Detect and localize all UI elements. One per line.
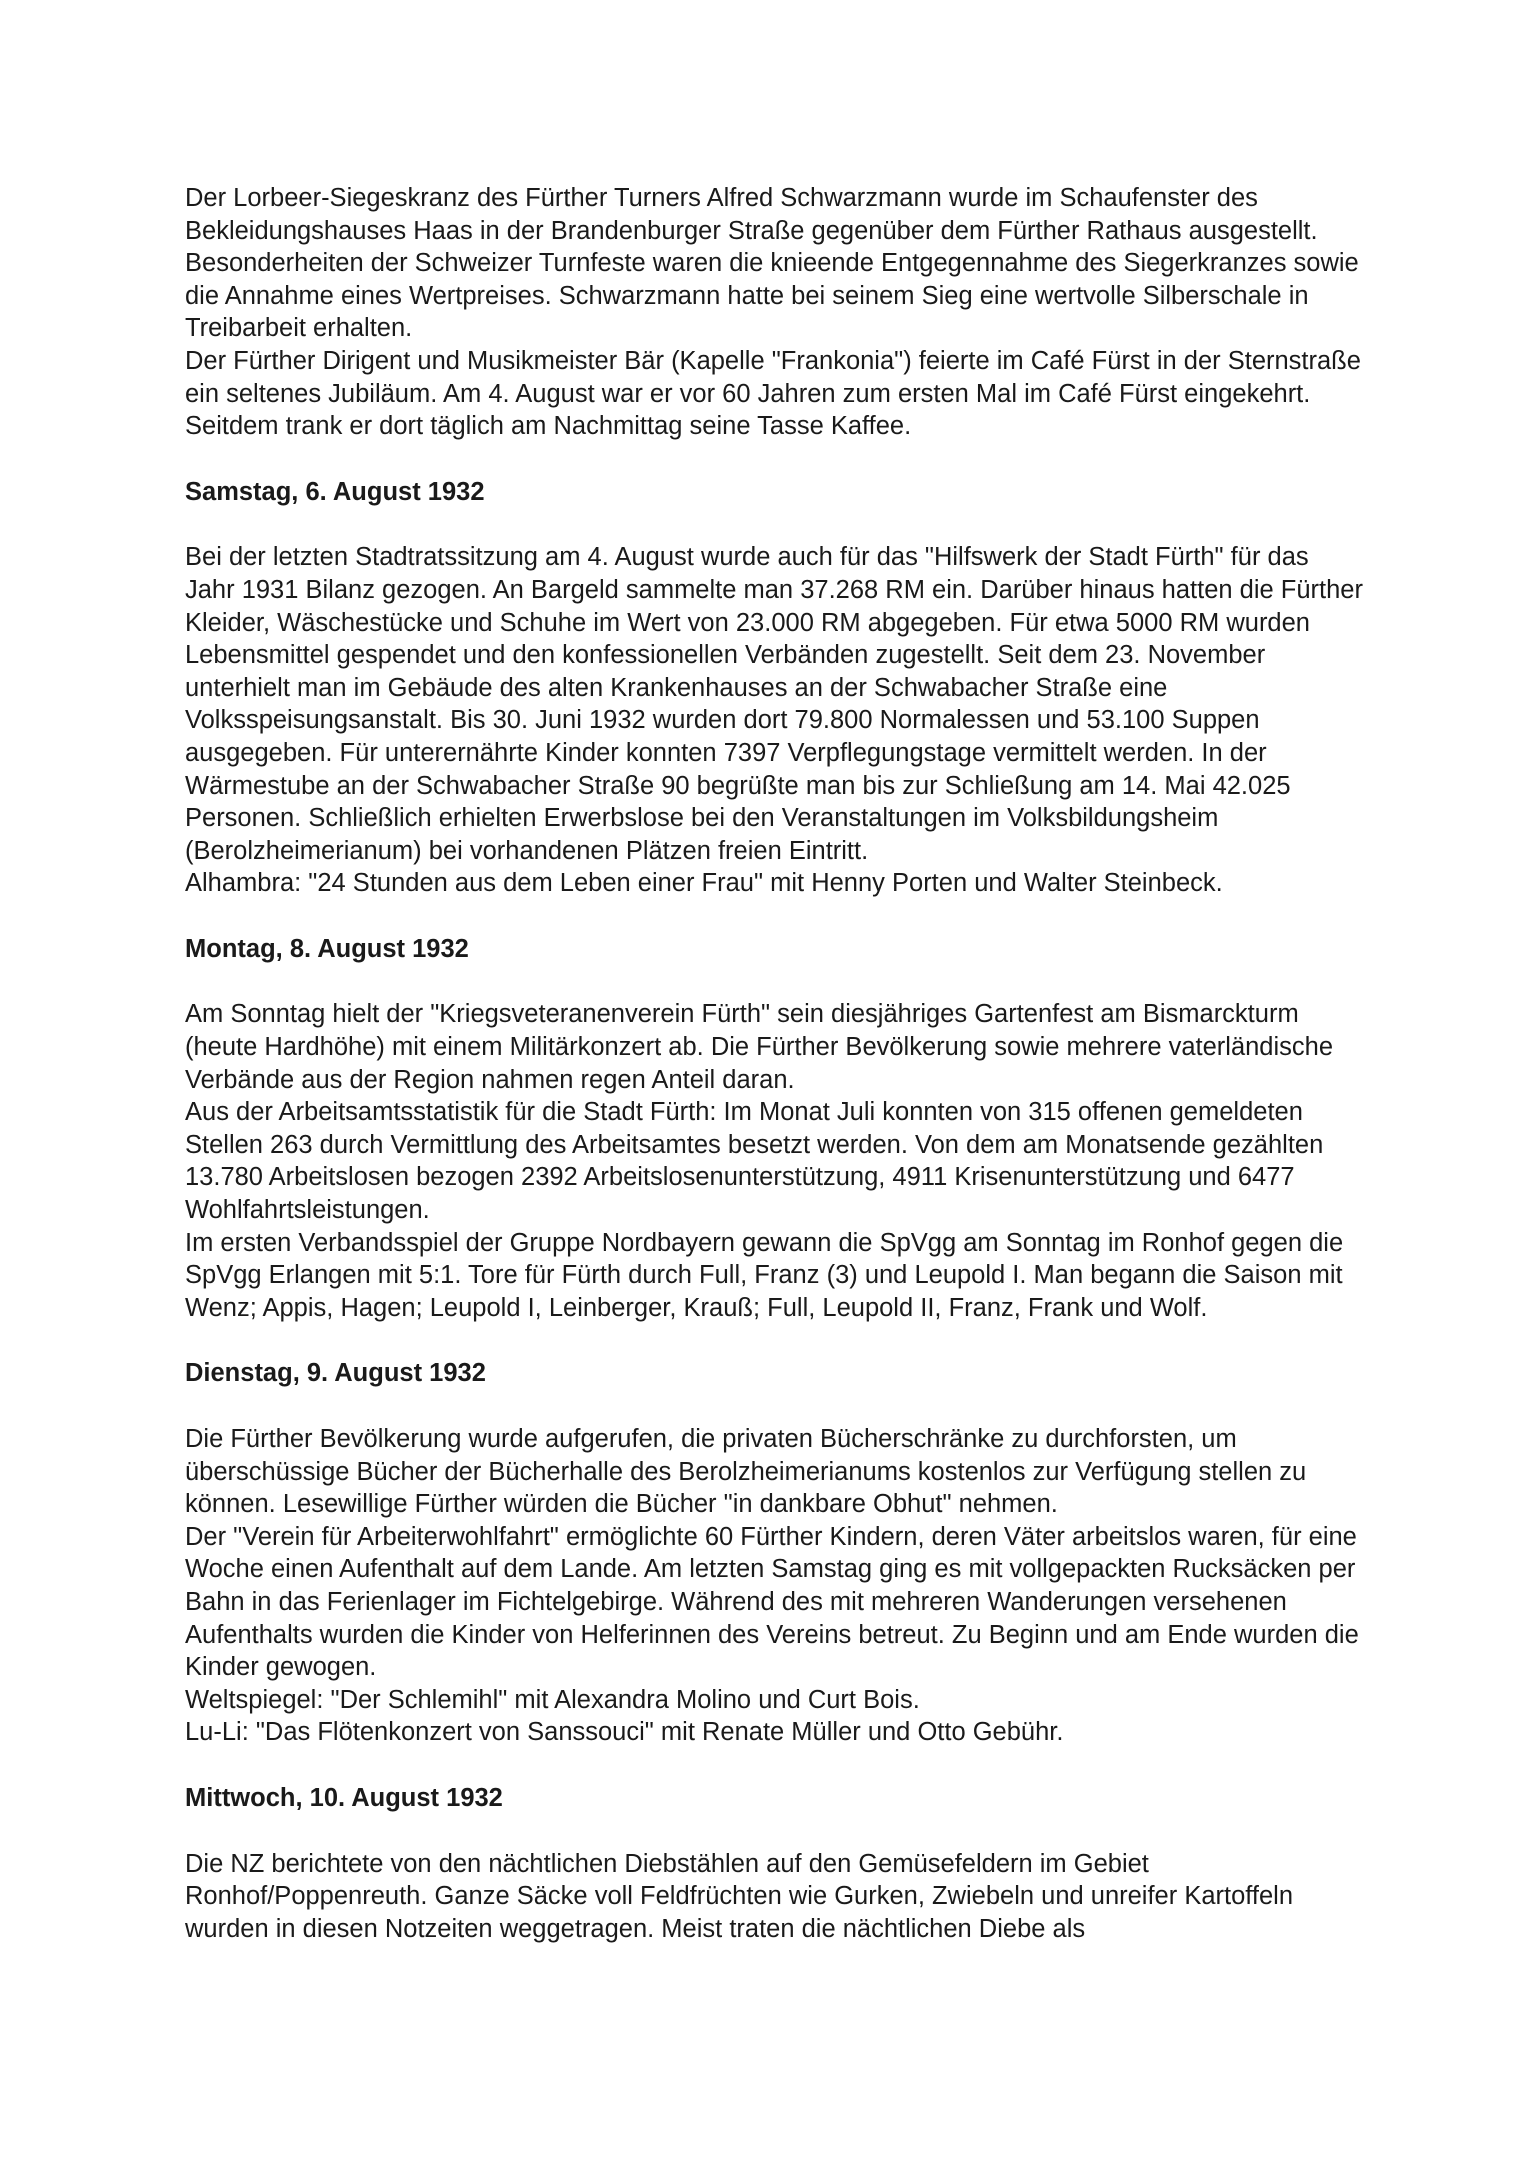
section-paragraph: Die Fürther Bevölkerung wurde aufgerufen, die privaten Bücherschränke zu durchforsten, um überschüssige Bücher der Bücherhalle des Berolzheimerianums kostenlos zur Verfügung stellen zu können. Lesewillige Fürther würden die Bücher "in dankbare Obhut" nehmen. (185, 1425, 1307, 1519)
section-heading: Montag, 8. August 1932 (185, 934, 469, 963)
section-paragraph: Die NZ berichtete von den nächtlichen Diebstählen auf den Gemüsefeldern im Gebiet Ronhof/Poppenreuth. Ganze Säcke voll Feldfrüchten wie Gurken, Zwiebeln und unreifer Kartoffeln wurden in diesen Notzeiten weggetragen. Meist traten die nächtlichen Diebe als (185, 1849, 1294, 1943)
intro-paragraph: Der Lorbeer-Siegeskranz des Fürther Turners Alfred Schwarzmann wurde im Schaufenster des Bekleidungshauses Haas in der Brandenburger Straße gegenüber dem Fürther Rathaus ausgestellt. Besonderheiten der Schweizer Turnfeste waren die knieende Entgegennahme des Siegerkranzes sowie die Annahme eines Wertpreises. Schwarzmann hatte bei seinem Sieg eine wertvolle Silberschale in Treibarbeit erhalten. (185, 184, 1359, 343)
section-heading: Dienstag, 9. August 1932 (185, 1359, 486, 1388)
section-paragraph: Weltspiegel: "Der Schlemihl" mit Alexandra Molino und Curt Bois. (185, 1685, 920, 1714)
document-page (185, 182, 1365, 1945)
section-heading: Samstag, 6. August 1932 (185, 477, 485, 506)
section-wednesday-10-august (185, 1782, 1365, 1945)
section-tuesday-9-august (185, 1357, 1365, 1749)
section-paragraph: Alhambra: "24 Stunden aus dem Leben einer Frau" mit Henny Porten und Walter Steinbeck. (185, 869, 1223, 898)
section-paragraph: Der "Verein für Arbeiterwohlfahrt" ermöglichte 60 Fürther Kindern, deren Väter arbeitslos waren, für eine Woche einen Aufenthalt auf dem Lande. Am letzten Samstag ging es mit vollgepackten Rucksäcken per Bahn in das Ferienlager im Fichtelgebirge. Während des mit mehreren Wanderungen versehenen Aufenthalts wurden die Kinder von Helferinnen des Vereins betreut. Zu Beginn und am Ende wurden die Kinder gewogen. (185, 1522, 1359, 1682)
section-paragraph: Aus der Arbeitsamtsstatistik für die Stadt Fürth: Im Monat Juli konnten von 315 offenen gemeldeten Stellen 263 durch Vermittlung des Arbeitsamtes besetzt werden. Von dem am Monatsende gezählten 13.780 Arbeitslosen bezogen 2392 Arbeitslosenunterstützung, 4911 Krisenunterstützung und 6477 Wohlfahrtsleistungen. (185, 1098, 1324, 1225)
section-paragraph: Bei der letzten Stadtratssitzung am 4. August wurde auch für das "Hilfswerk der Stadt Fürth" für das Jahr 1931 Bilanz gezogen. An Bargeld sammelte man 37.268 RM ein. Darüber hinaus hatten die Fürther Kleider, Wäschestücke und Schuhe im Wert von 23.000 RM abgegeben. Für etwa 5000 RM wurden Lebensmittel gespendet und den konfessionellen Verbänden zugestellt. Seit dem 23. November unterhielt man im Gebäude des alten Krankenhauses an der Schwabacher Straße eine Volksspeisungsanstalt. Bis 30. Juni 1932 wurden dort 79.800 Normalessen und 53.100 Suppen ausgegeben. Für unterernährte Kinder konnten 7397 Verpflegungstage vermittelt werden. In der Wärmestube an der Schwabacher Straße 90 begrüßte man bis zur Schließung am 14. Mai 42.025 Personen. Schließlich erhielten Erwerbslose bei den Veranstaltungen im Volksbildungsheim (Berolzheimerianum) bei vorhandenen Plätzen freien Eintritt. (185, 543, 1363, 865)
section-heading: Mittwoch, 10. August 1932 (185, 1783, 503, 1812)
section-paragraph: Am Sonntag hielt der "Kriegsveteranenverein Fürth" sein diesjähriges Gartenfest am Bismarckturm (heute Hardhöhe) mit einem Militärkonzert ab. Die Fürther Bevölkerung sowie mehrere vaterländische Verbände aus der Region nahmen regen Anteil daran. (185, 1000, 1334, 1094)
section-saturday-6-august (185, 476, 1365, 900)
section-monday-8-august (185, 933, 1365, 1325)
section-paragraph: Im ersten Verbandsspiel der Gruppe Nordbayern gewann die SpVgg am Sonntag im Ronhof gegen die SpVgg Erlangen mit 5:1. Tore für Fürth durch Full, Franz (3) und Leupold I. Man begann die Saison mit Wenz; Appis, Hagen; Leupold I, Leinberger, Krauß; Full, Leupold II, Franz, Frank und Wolf. (185, 1228, 1344, 1322)
section-paragraph: Lu-Li: "Das Flötenkonzert von Sanssouci" mit Renate Müller und Otto Gebühr. (185, 1718, 1064, 1747)
intro-paragraph: Der Fürther Dirigent und Musikmeister Bär (Kapelle "Frankonia") feierte im Café Fürst in der Sternstraße ein seltenes Jubiläum. Am 4. August war er vor 60 Jahren zum ersten Mal im Café Fürst eingekehrt. Seitdem trank er dort täglich am Nachmittag seine Tasse Kaffee. (185, 346, 1361, 441)
